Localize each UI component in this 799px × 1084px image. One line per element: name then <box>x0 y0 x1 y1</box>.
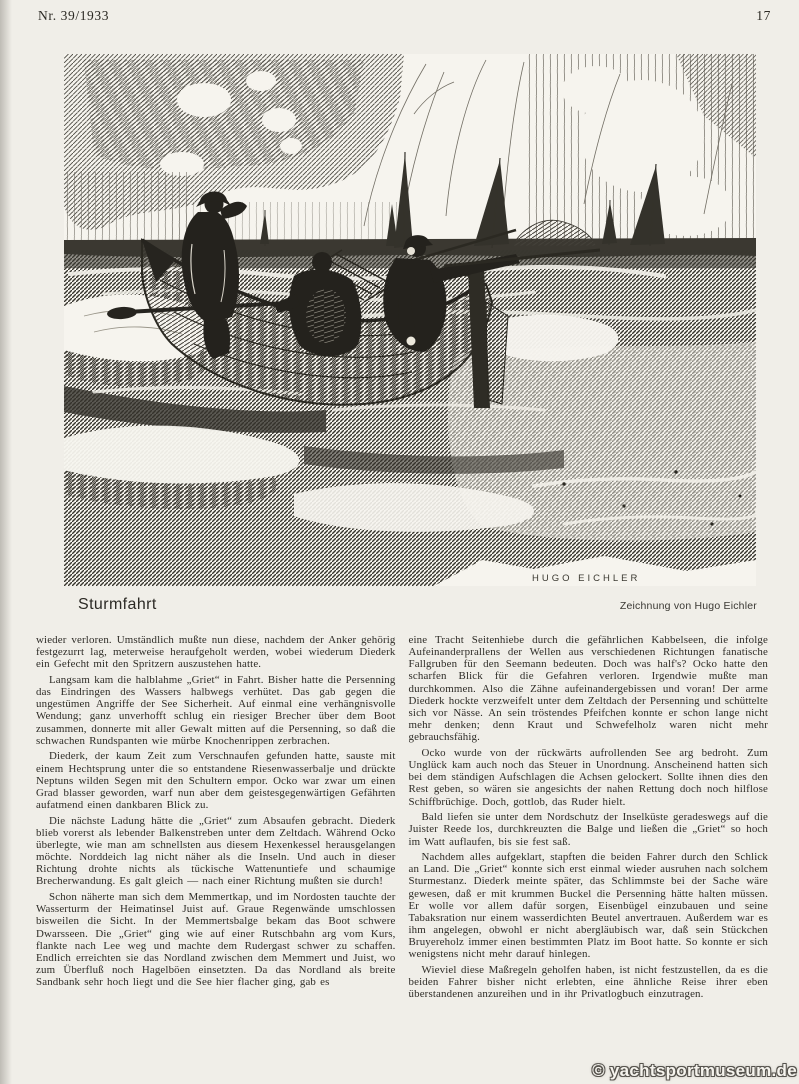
paragraph: Diederk, der kaum Zeit zum Verschnaufen gefunden hatte, sauste mit einem Hechtsprung unter die so entstandene Riesenwasserbalje und drückte Neptuns wilden Segen mit den Schultern empor. Ocko war zwar um einen Grad blasser geworden, warf nun aber dem geistesgegenwärtigen Gefährten aufatmend einen dankbaren Blick zu. <box>36 750 396 812</box>
watermark: © yachtsportmuseum.de <box>592 1061 797 1080</box>
scan-page-edge-shadow <box>0 0 12 1084</box>
paragraph: wieder verloren. Umständlich mußte nun diese, nachdem der Anker gehörig festgezurrt lag, meterweise heraufgeholt werden, wobei wiederum Diederk ein Gefecht mit den Spritzern auszustehen hatte. <box>36 634 396 671</box>
page-number: 17 <box>756 8 771 23</box>
paragraph: Schon näherte man sich dem Memmertkap, und im Nordosten tauchte der Wasserturm der Heimatinsel Juist auf. Graue Regenwände umschlossen bisweilen die Sicht. In der Memmertsbalge bekam das Boot schwere Dwarsseen. Die „Griet“ ging wie auf einer Rutschbahn arg vom Kurs, flankte nach Lee weg und machte dem Rudergast schwer zu schaffen. Endlich erreichten sie das Nordland zwischen dem Memmert und Juist, wo zum Überfluß noch Hagelböen einsetzten. Da das Nordland als breite Sandbank sehr hoch liegt und die See hier flacher ging, gab es <box>36 891 396 989</box>
paragraph: eine Tracht Seitenhiebe durch die gefährlichen Kabbelseen, die infolge Aufeinanderprallens der Wellen aus verschiedenen Richtungen fanatische Fallgruben für den Seemann bedeuten. Doch was half's? Ocko hatte den scharfen Blick für die Gefahren verloren. Irgendwie mußte man durchkommen. Also die Zähne aufeinandergebissen und voran! Der arme Diederk hockte verzweifelt unter dem Zeltdach der Persenning und schüttelte sich vor Nässe. An sein tröstendes Pfeifchen konnte er schon lange nicht mehr denken; denn Kraut und Schwefelholz waren nicht mehr gebrauchsfähig. <box>408 634 768 744</box>
illustration-credit: Zeichnung von Hugo Eichler <box>619 600 757 612</box>
paragraph: Wieviel diese Maßregeln geholfen haben, ist nicht festzustellen, da es die beiden Fahrer bisher nicht erlebten, eine ähnliche Reise ihrer eben überstandenen anzureihen und in ihr Privatlogbuch einzutragen. <box>408 964 768 1001</box>
issue-number: Nr. 39/1933 <box>38 8 110 23</box>
text-column-right <box>409 634 769 1004</box>
caption-row <box>78 596 757 614</box>
paragraph: Langsam kam die halblahme „Griet“ in Fahrt. Bisher hatte die Persenning das Eindringen des Wassers halbwegs verhütet. Das gab gegen die ungestümen Angriffe der See Sicherheit. Auf einmal eine verhängnisvolle Wendung; ganz unverhofft schlug ein riesiger Brecher über dem Boot zusammen, donnerte mit aller Gewalt mitten auf die Persenning, so daß die schwachen Rundspanten wie mürbe Knochenrippen zerbrachen. <box>36 673 396 747</box>
text-column-left <box>36 634 396 1004</box>
paragraph: Bald liefen sie unter dem Nordschutz der Inselküste geradeswegs auf die Juister Reede los, durchkreuzten die Balge und ließen die „Griet“ so hoch im Watt auflaufen, bis sie fest saß. <box>408 811 768 848</box>
page-header <box>38 8 771 24</box>
paragraph: Nachdem alles aufgeklart, stapften die beiden Fahrer durch den Schlick an Land. Die „Griet“ konnte sich erst einmal wieder ausruhen nach solchem Sturmestanz. Diederk meinte später, das Schlimmste bei der Sache wäre gewesen, daß er mit krummen Buckel die Persenning hätte halten müssen. Er wolle vor allem dafür sorgen, Eisenbügel einzubauen und seine Tabaksration nur einem wasserdichten Beutel anvertrauen. Außerdem war es ihm angelegen, obwohl er nicht abergläubisch war, daß sein Stückchen Bruyereholz immer einen bestimmten Platz im Boot hatte. So konnte er sich wenigstens nicht mehr darauf hinlegen. <box>408 851 768 961</box>
paragraph: Die nächste Ladung hätte die „Griet“ zum Absaufen gebracht. Diederk blieb vorerst als lebender Balkenstreben unter dem Zeltdach. Während Ocko überlegte, wie man am schnellsten aus diesem Hexenkessel herausgelangen möchte. Norddeich lag nicht näher als die Inseln. Und auch in dieser Richtung drohte nichts als tückische Wattenuntiefe und schaumige Brecherwandung. Es galt gleich — nach einer Richtung mußten sie durch! <box>36 814 396 888</box>
storm-illustration <box>64 54 756 586</box>
article-body <box>36 634 768 1004</box>
illustration-svg <box>64 54 756 586</box>
artist-signature: HUGO EICHLER <box>532 573 641 584</box>
illustration-title: Sturmfahrt <box>78 596 157 613</box>
paragraph: Ocko wurde von der rückwärts aufrollenden See arg bedroht. Zum Unglück kam auch noch das Steuer in Unordnung. Anscheinend hatten sich bei dem ständigen Aufschlagen die Achsen gelockert. Sollte ihnen dies den Rest geben, so wären sie angesichts der nahen Rettung doch noch hilflose Schiffbrüchige. Doch, gottlob, das Ruder hielt. <box>408 746 768 808</box>
